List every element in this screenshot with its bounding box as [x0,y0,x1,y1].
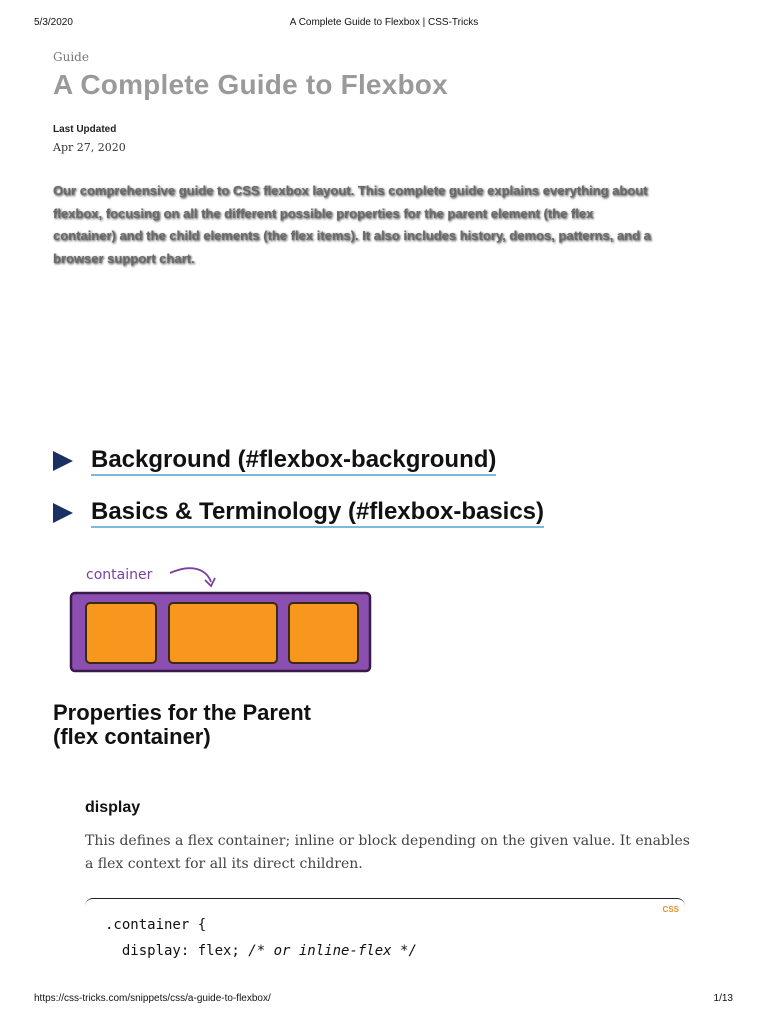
flex-item-3 [289,603,358,663]
property-description: This defines a flex container; inline or block depending on the given value. It enables a flex context for all its direct children. [85,833,690,872]
print-title: A Complete Guide to Flexbox | CSS-Tricks [289,17,479,28]
property-name: display [85,799,141,816]
toc-item-basics[interactable] [53,498,544,528]
flex-container-diagram [66,562,376,674]
page-title: A Complete Guide to Flexbox [53,69,448,100]
code-language-label: CSS [662,905,679,914]
section-heading-line1: Properties for the Parent [53,700,311,725]
section-heading-line2: (flex container) [53,724,211,749]
print-url: https://css-tricks.com/snippets/css/a-guide-to-flexbox/ [34,993,271,1004]
toc-item-background[interactable] [53,446,496,476]
toc-link-basics[interactable]: Basics & Terminology (#flexbox-basics) [91,498,544,528]
code-line: .container { [105,917,207,933]
arrow-icon [170,568,211,582]
flex-item-2 [169,603,277,663]
last-updated-date: Apr 27, 2020 [53,141,126,154]
category-label[interactable]: Guide [53,50,89,64]
print-date: 5/3/2020 [34,17,73,28]
flex-item-1 [86,603,156,663]
section-heading [53,701,311,749]
code-block[interactable] [85,898,685,979]
container-label: container [86,567,153,583]
code-comment: /* or inline-flex */ [248,943,417,959]
code-text: display: flex; [105,943,249,959]
intro-paragraph: Our comprehensive guide to CSS flexbox layout. This complete guide explains everything about flexbox, focusing on all the different possible properties for the parent element (the flex container) and the child elements (the flex items). It also includes history, demos, patterns, and a browser support chart. [53,183,651,266]
toc-link-background[interactable]: Background (#flexbox-background) [91,446,496,476]
triangle-right-icon[interactable] [53,503,73,523]
print-page-number: 1/13 [713,993,733,1004]
code-line [105,943,417,959]
last-updated-label: Last Updated [53,124,117,135]
triangle-right-icon[interactable] [53,451,73,471]
